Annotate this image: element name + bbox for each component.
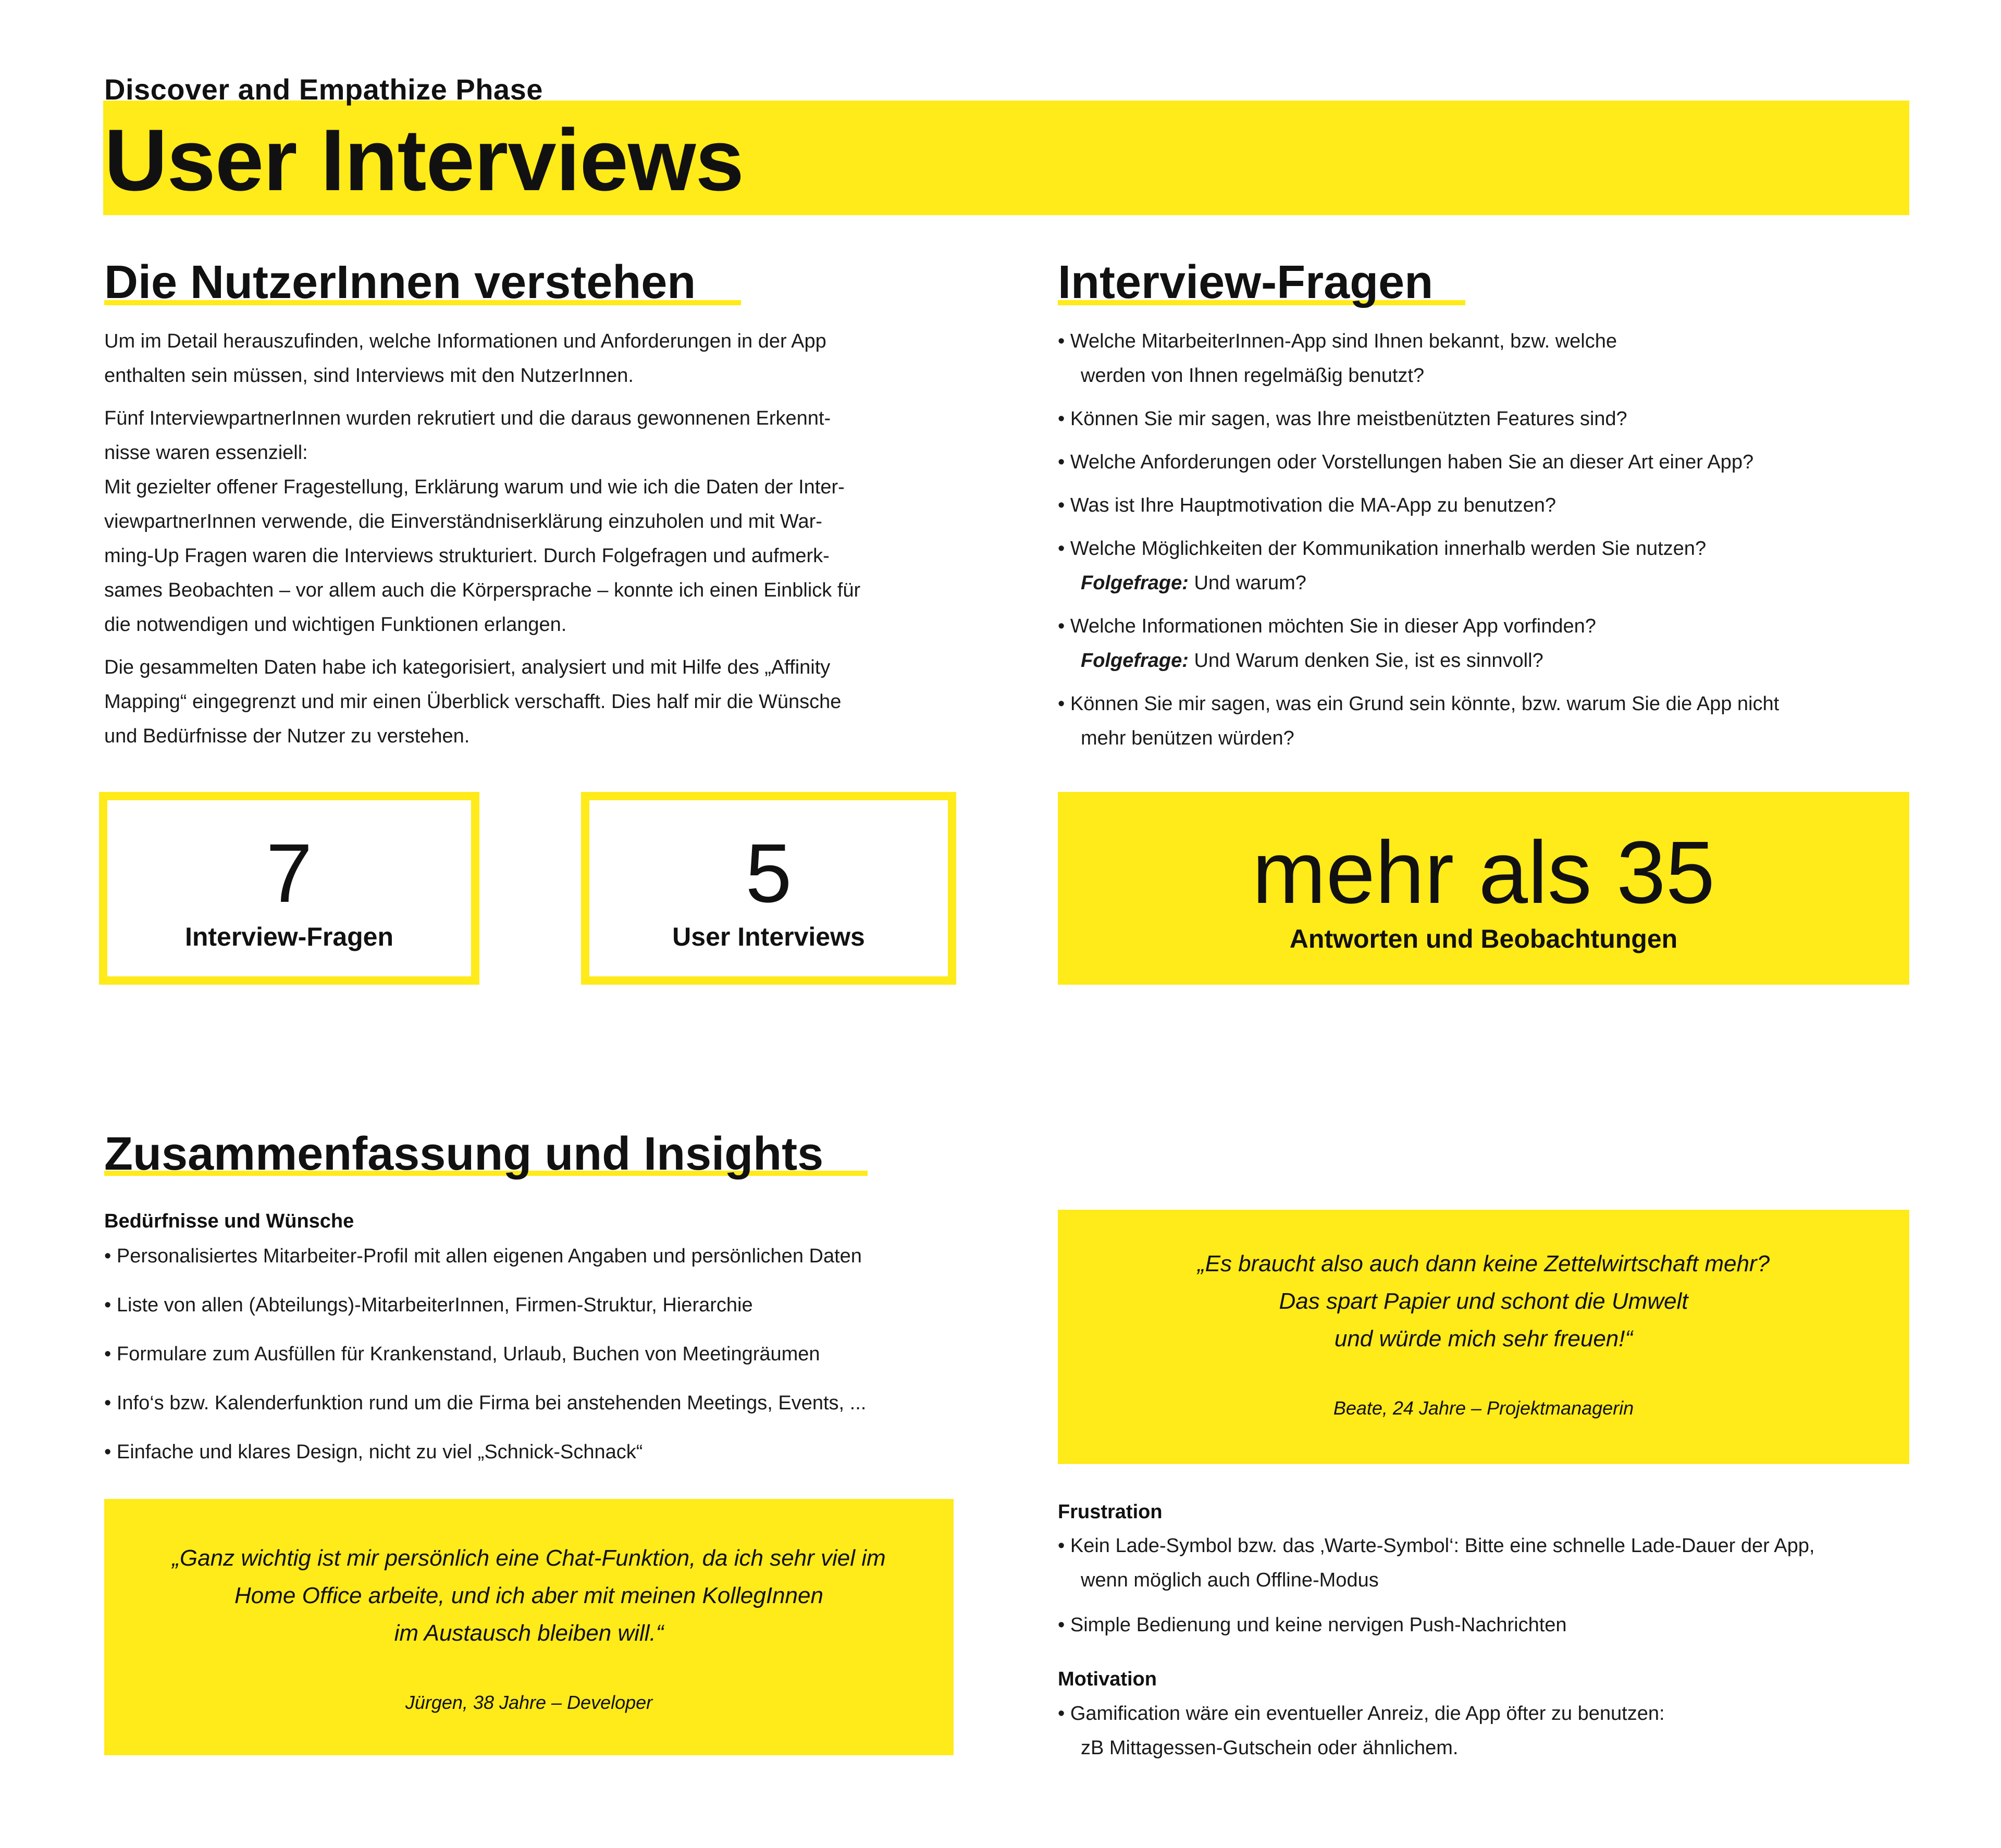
list-item: • Liste von allen (Abteilungs)-MitarbeiterInnen, Firmen-Struktur, Hierarchie: [104, 1294, 753, 1316]
quote-box-juergen: [104, 1499, 954, 1755]
question-line: mehr benützen würden?: [1081, 727, 1294, 749]
question-line: • Können Sie mir sagen, was Ihre meistbenützten Features sind?: [1058, 408, 1627, 430]
text-line: Die gesammelten Daten habe ich kategorisiert, analysiert und mit Hilfe des „Affinity: [104, 656, 831, 678]
quote-line: und würde mich sehr freuen!“: [1334, 1326, 1633, 1351]
list-line: zB Mittagessen-Gutschein oder ähnlichem.: [1081, 1737, 1459, 1759]
follow-up-text: Und warum?: [1194, 572, 1306, 594]
text-line: ming-Up Fragen waren die Interviews strukturiert. Durch Folgefragen und aufmerk-: [104, 545, 830, 567]
text-line: Mapping“ eingegrenzt und mir einen Überblick verschafft. Dies half mir die Wünsche: [104, 691, 842, 713]
quote-text: [1058, 1245, 1909, 1358]
question-item: [1058, 445, 1912, 479]
text-line: Mit gezielter offener Fragestellung, Erklärung warum und wie ich die Daten der Inter-: [104, 476, 845, 498]
understand-text: [104, 324, 1000, 753]
list-item: • Einfache und klares Design, nicht zu viel „Schnick-Schnack“: [104, 1441, 643, 1463]
section-heading-questions: Interview-Fragen: [1058, 256, 1434, 308]
stat-value: 5: [745, 826, 792, 920]
list-line: • Simple Bedienung und keine nervigen Push-Nachrichten: [1058, 1614, 1567, 1636]
quote-author: Beate, 24 Jahre – Projektmanagerin: [1333, 1397, 1634, 1419]
question-line: • Können Sie mir sagen, was ein Grund sein könnte, bzw. warum Sie die App nicht: [1058, 693, 1780, 715]
question-item: [1058, 324, 1912, 393]
stat-label: Interview-Fragen: [184, 922, 394, 951]
list-item: • Personalisiertes Mitarbeiter-Profil mit allen eigenen Angaben und persönlichen Daten: [104, 1245, 862, 1267]
quote-line: „Es braucht also auch dann keine Zettelwirtschaft mehr?: [1197, 1251, 1770, 1276]
list-item: [1058, 1608, 1912, 1642]
text-line: Um im Detail herauszufinden, welche Informationen und Anforderungen in der App: [104, 330, 826, 352]
question-item: [1058, 687, 1912, 755]
stat-box-interviews: [581, 792, 956, 985]
page-title: User Interviews: [104, 111, 744, 209]
frustration-list: [1058, 1529, 1912, 1653]
question-line: • Was ist Ihre Hauptmotivation die MA-App zu benutzen?: [1058, 494, 1557, 516]
question-line: werden von Ihnen regelmäßig benutzt?: [1081, 365, 1425, 387]
follow-up-label: Folgefrage:: [1081, 572, 1189, 594]
needs-list: [104, 1239, 1000, 1484]
stat-label: Antworten und Beobachtungen: [1289, 924, 1678, 953]
list-line: wenn möglich auch Offline-Modus: [1081, 1569, 1379, 1591]
phase-label: Discover and Empathize Phase: [104, 73, 543, 106]
list-item: • Formulare zum Ausfüllen für Krankenstand, Urlaub, Buchen von Meetingräumen: [104, 1343, 820, 1365]
text-line: nisse waren essenziell:: [104, 442, 308, 464]
quote-author: Jürgen, 38 Jahre – Developer: [405, 1692, 653, 1713]
text-line: sames Beobachten – vor allem auch die Körpersprache – konnte ich einen Einblick für: [104, 579, 861, 601]
question-item: [1058, 402, 1912, 436]
quote-box-beate: [1058, 1210, 1909, 1464]
list-line: • Kein Lade-Symbol bzw. das ‚Warte-Symbol‘: Bitte eine schnelle Lade-Dauer der App,: [1058, 1535, 1815, 1557]
stat-label: User Interviews: [672, 922, 865, 951]
stat-value: 7: [266, 826, 313, 920]
section-heading-summary: Zusammenfassung und Insights: [104, 1128, 824, 1180]
question-item: [1058, 609, 1912, 678]
quote-line: Home Office arbeite, und ich aber mit meinen KollegInnen: [234, 1583, 823, 1608]
stat-value: mehr als 35: [1252, 823, 1715, 922]
question-line: • Welche Möglichkeiten der Kommunikation innerhalb werden Sie nutzen?: [1058, 538, 1707, 560]
quote-line: Das spart Papier und schont die Umwelt: [1279, 1288, 1688, 1314]
list-item: [1058, 1529, 1912, 1597]
stat-box-answers: [1058, 792, 1909, 985]
list-item: • Info‘s bzw. Kalenderfunktion rund um die Firma bei anstehenden Meetings, Events, ...: [104, 1392, 867, 1414]
list-line: • Gamification wäre ein eventueller Anreiz, die App öfter zu benutzen:: [1058, 1703, 1665, 1725]
stat-box-questions: [99, 792, 479, 985]
frustration-title: Frustration: [1058, 1501, 1163, 1523]
follow-up-label: Folgefrage:: [1081, 650, 1189, 672]
text-line: und Bedürfnisse der Nutzer zu verstehen.: [104, 725, 470, 747]
quote-text: [104, 1540, 954, 1652]
follow-up-text: Und Warum denken Sie, ist es sinnvoll?: [1194, 650, 1543, 672]
question-line: • Welche Anforderungen oder Vorstellungen haben Sie an dieser Art einer App?: [1058, 451, 1754, 473]
follow-up-question: [1069, 643, 1912, 678]
motivation-list: [1058, 1696, 1912, 1776]
quote-line: „Ganz wichtig ist mir persönlich eine Chat-Funktion, da ich sehr viel im: [172, 1545, 886, 1571]
text-line: viewpartnerInnen verwende, die Einverständniserklärung einzuholen und mit War-: [104, 511, 822, 532]
question-item: [1058, 531, 1912, 600]
list-item: [1058, 1696, 1912, 1765]
text-line: enthalten sein müssen, sind Interviews mit den NutzerInnen.: [104, 365, 634, 387]
question-line: • Welche Informationen möchten Sie in dieser App vorfinden?: [1058, 615, 1596, 637]
needs-title: Bedürfnisse und Wünsche: [104, 1210, 354, 1232]
question-line: • Welche MitarbeiterInnen-App sind Ihnen bekannt, bzw. welche: [1058, 330, 1617, 352]
quote-line: im Austausch bleiben will.“: [394, 1620, 664, 1646]
section-heading-understand: Die NutzerInnen verstehen: [104, 256, 696, 308]
follow-up-question: [1069, 566, 1912, 600]
text-line: die notwendigen und wichtigen Funktionen erlangen.: [104, 614, 567, 636]
question-item: [1058, 488, 1912, 523]
question-list: [1058, 324, 1912, 764]
motivation-title: Motivation: [1058, 1668, 1157, 1690]
text-line: Fünf InterviewpartnerInnen wurden rekrutiert und die daraus gewonnenen Erkennt-: [104, 407, 831, 429]
